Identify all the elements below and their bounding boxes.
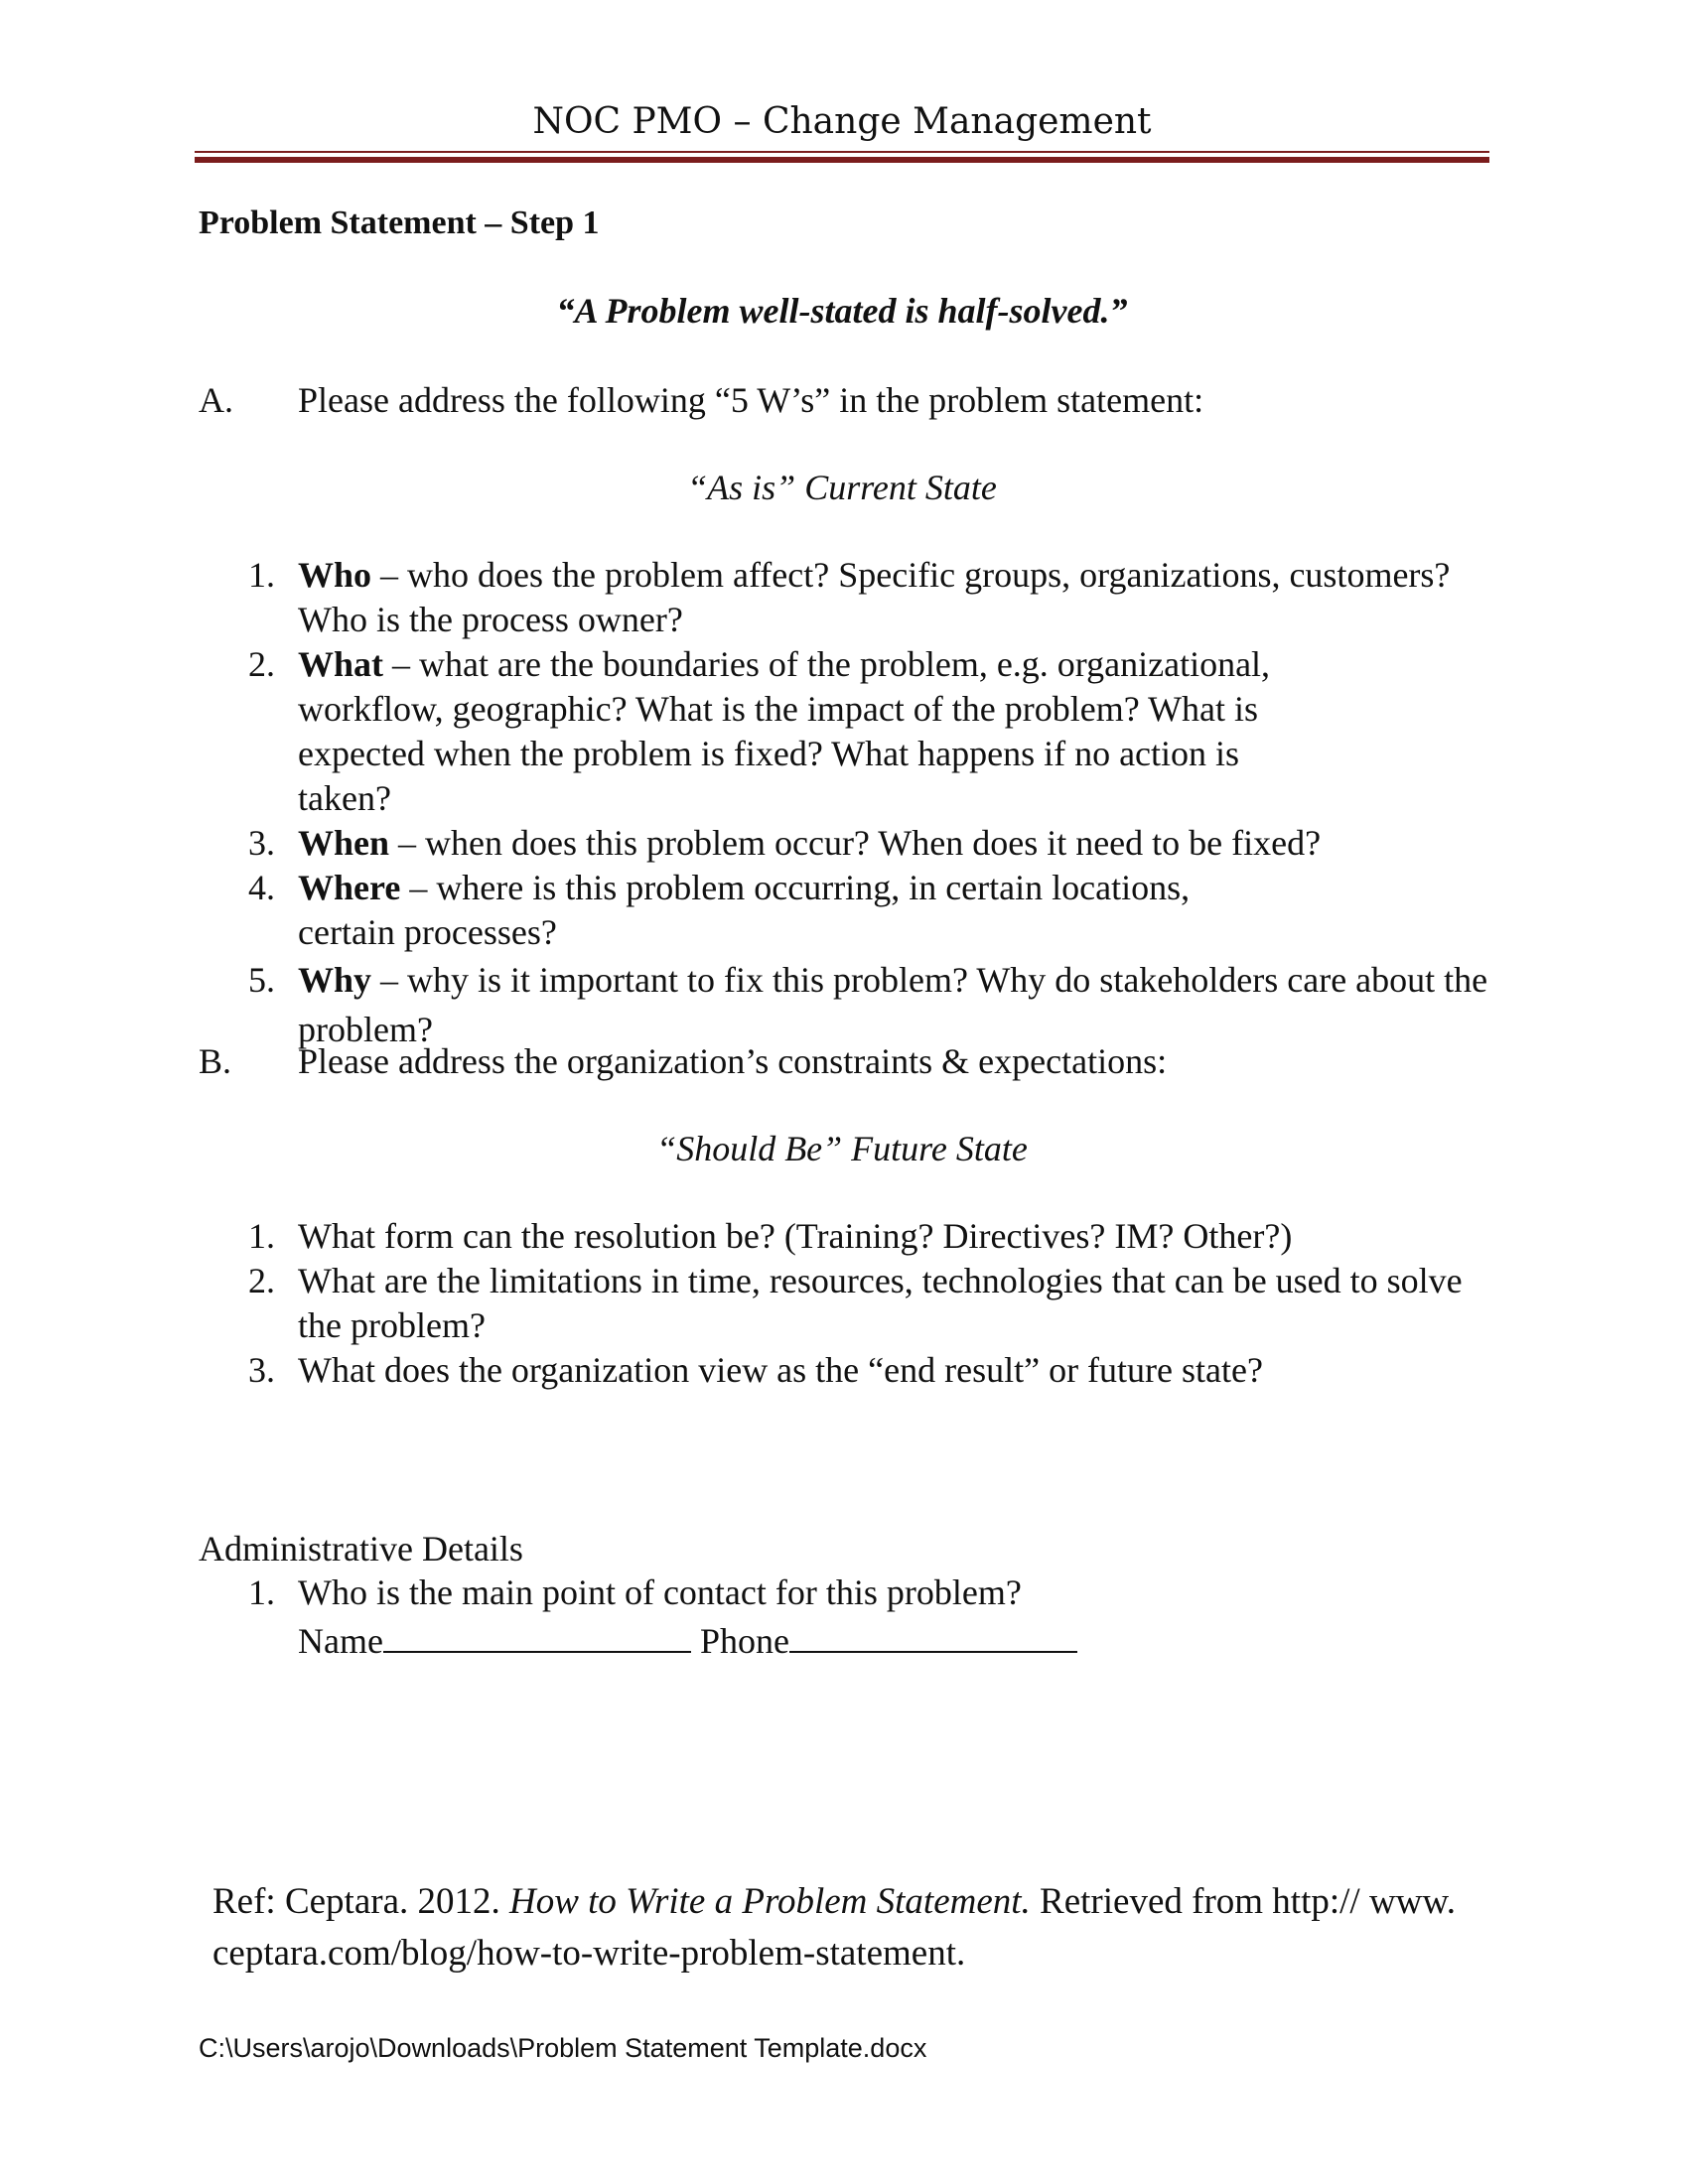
phone-label: Phone: [699, 1621, 789, 1661]
name-blank-field[interactable]: [383, 1621, 691, 1653]
section-a-marker: A.: [199, 380, 233, 420]
list-item-term: When: [298, 823, 390, 863]
page-header-title: NOC PMO – Change Management: [532, 101, 1152, 142]
page-heading: Problem Statement – Step 1: [199, 205, 600, 241]
list-item-number: 5.: [248, 960, 275, 1000]
list-item-number: 1.: [248, 1572, 275, 1612]
list-item-text: What does the organization view as the “end result” or future state?: [298, 1350, 1263, 1390]
reference-prefix: Ref: Ceptara. 2012.: [212, 1881, 509, 1922]
section-b-intro: [199, 1038, 1489, 1084]
contact-fields: [0, 1615, 1489, 1667]
list-item-term: Why: [298, 960, 372, 1000]
list-item: [0, 821, 1489, 866]
list-item-term: Who: [298, 555, 372, 595]
list-item-number: 3.: [248, 1350, 275, 1390]
section-a-intro: [199, 377, 1489, 423]
list-item-text: – when does this problem occur? When does it need to be fixed?: [389, 823, 1322, 863]
header-rule-thick: [195, 157, 1489, 163]
admin-question: Who is the main point of contact for this problem?: [298, 1572, 1022, 1612]
reference-title: How to Write a Problem Statement.: [509, 1881, 1031, 1922]
reference-suffix: Retrieved from http:// www. ceptara.com/blog/how-to-write-problem-statement.: [212, 1881, 1456, 1974]
section-b-marker: B.: [199, 1041, 232, 1081]
list-item-text: – who does the problem affect? Specific groups, organizations, customers? Who is the process owner?: [298, 555, 1451, 639]
list-item-number: 1.: [248, 555, 275, 595]
name-label: Name: [298, 1621, 383, 1661]
admin-title: Administrative Details: [199, 1529, 523, 1569]
section-a-subtitle: “As is” Current State: [687, 468, 997, 507]
list-item: [0, 1348, 1489, 1393]
list-item-term: Where: [298, 868, 401, 907]
list-item-term: What: [298, 644, 384, 684]
list-item-number: 2.: [248, 644, 275, 684]
admin-list: [0, 1570, 1489, 1667]
footer-file-path: C:\Users\arojo\Downloads\Problem Statement Template.docx: [199, 2033, 927, 2063]
section-b-subtitle: “Should Be” Future State: [656, 1129, 1028, 1168]
reference: [212, 1876, 1464, 1979]
list-item-text: What are the limitations in time, resources, technologies that can be used to solve the problem?: [298, 1261, 1463, 1345]
list-item-text: – why is it important to fix this problem? Why do stakeholders care about the problem?: [298, 960, 1488, 1049]
section-b-list: [0, 1214, 1489, 1393]
phone-blank-field[interactable]: [789, 1621, 1077, 1653]
section-a-intro-text: Please address the following “5 W’s” in the problem statement:: [298, 380, 1204, 420]
list-item: [0, 866, 1489, 955]
list-item-number: 1.: [248, 1216, 275, 1256]
section-b-intro-text: Please address the organization’s constraints & expectations:: [298, 1041, 1168, 1081]
list-item: [0, 553, 1489, 642]
list-item: [0, 642, 1489, 821]
list-item-text: – what are the boundaries of the problem, e.g. organizational, workflow, geographic? What is the impact of the problem? What is expected when the problem is fixed? What happens if no action is taken?: [298, 644, 1271, 818]
list-item: [0, 1259, 1489, 1348]
list-item-text: – where is this problem occurring, in certain locations, certain processes?: [298, 868, 1191, 952]
list-item-number: 3.: [248, 823, 275, 863]
list-item-number: 2.: [248, 1261, 275, 1300]
section-a-list: [0, 553, 1489, 1054]
header-rule-thin: [195, 151, 1489, 153]
list-item-text: What form can the resolution be? (Training? Directives? IM? Other?): [298, 1216, 1293, 1256]
quote: “A Problem well-stated is half-solved.”: [556, 291, 1128, 331]
list-item: [0, 1570, 1489, 1615]
list-item-number: 4.: [248, 868, 275, 907]
list-item: [0, 1214, 1489, 1259]
